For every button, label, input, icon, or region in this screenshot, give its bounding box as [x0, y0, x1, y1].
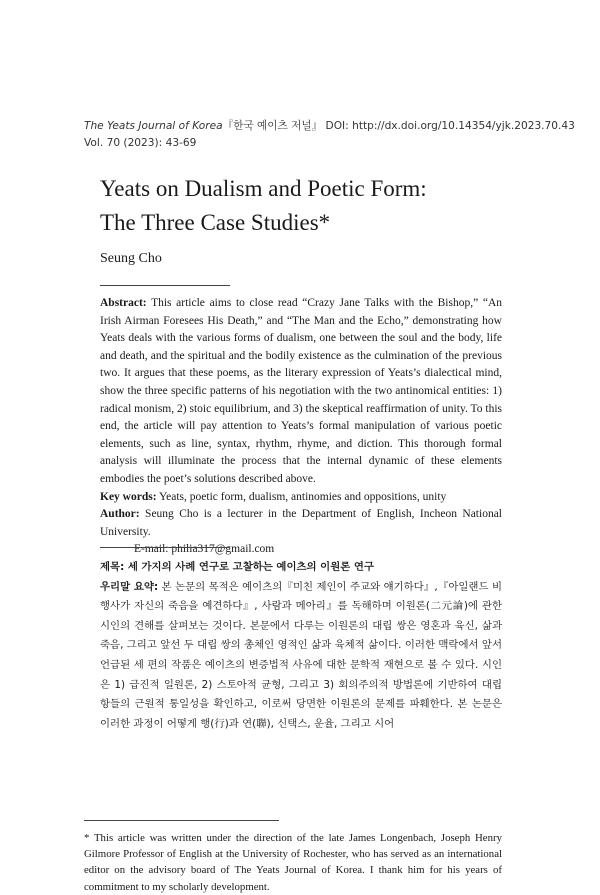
keywords-paragraph [100, 489, 502, 507]
abstract-text: This article aims to close read “Crazy Jane Talks with the Bishop,” “An Irish Airman Foresees His Death,” and “The Man and the Echo,” demonstrating how Yeats deals with the various forms of dualism, one between the soul and the body, life and death, and the spiritual and the bodily existence as the culmination of the previous two. It argues that these poems, as the literary expression of Yeats’s dialectical mind, show the three specific patterns of his negotiation with the two antinomical entities: 1) radical monism, 2) stoic equilibrium, and 3) the skeptical reaffirmation of unity. To this end, the article will pay attention to Yeats’s formal manipulation of various poetic elements, such as line, syntax, rhythm, rhyme, and diction. This thorough formal analysis will illuminate the process that the internal dynamic of these elements embodies the poet’s solutions described above. [100, 297, 502, 485]
korean-summary-paragraph [100, 578, 502, 735]
korean-summary-label: 우리말 요약: [100, 580, 159, 593]
keywords-text: Yeats, poetic form, dualism, antinomies and oppositions, unity [156, 490, 447, 503]
divider-rule [100, 547, 230, 548]
abstract-section [100, 295, 502, 559]
korean-summary-text: 본 논문의 목적은 예이츠의『미친 제인이 주교와 얘기하다』,『아일랜드 비행사가 자신의 죽음을 예견하다』, 사람과 메아리』를 독해하며 이원론(二元論)에 관한 시인의 견해를 살펴보는 것이다. 본문에서 다루는 이원론의 대립 쌍은 영혼과 육신, 삶과 죽음, 그리고 앞선 두 대립 쌍의 총체인 영적인 삶과 육체적 삶이다. 이러한 맥락에서 앞서 언급된 세 편의 작품은 예이츠의 변증법적 사유에 대한 문학적 재현으로 볼 수 있다. 시인은 1) 급진적 일원론, 2) 스토아적 균형, 그리고 3) 회의주의적 방법론에 기반하여 대립 항들의 근원적 통일성을 확인하고, 이로써 당면한 이원론의 문제를 파훼한다. 본 논문은 이러한 과정이 어떻게 행(行)과 연(聯), 신택스, 운율, 그리고 시어 [100, 580, 502, 730]
keywords-label: Key words: [100, 490, 157, 503]
journal-name: The Yeats Journal of Korea [84, 120, 223, 132]
footnote: * This article was written under the direction of the late James Longenbach, Joseph Henry Gilmore Professor of English at the University of Rochester, who has served as an international editor on the advisory board of The Yeats Journal of Korea. I thank him for his years of commitment to my scholarly development. [84, 832, 502, 893]
doi-link[interactable]: DOI: http://dx.doi.org/10.14354/yjk.2023.70.43 [322, 120, 575, 132]
divider-rule [100, 285, 230, 286]
volume-info: Vol. 70 (2023): 43-69 [84, 137, 197, 149]
korean-title: 제목: 세 가지의 사례 연구로 고찰하는 예이츠의 이원론 연구 [100, 561, 374, 573]
article-title-line-1: Yeats on Dualism and Poetic Form: [100, 176, 427, 201]
article-title [100, 172, 540, 240]
author-email[interactable]: E-mail: philia317@gmail.com [134, 543, 275, 556]
author-label: Author: [100, 508, 140, 521]
abstract-label: Abstract: [100, 297, 147, 309]
abstract-paragraph [100, 295, 502, 489]
journal-citation-line [84, 118, 575, 135]
article-author: Seung Cho [100, 251, 162, 266]
footnote-rule [84, 820, 279, 821]
korean-abstract-section [100, 558, 502, 734]
author-info-paragraph [100, 506, 502, 541]
journal-korean-name: 『한국 예이츠 저널』 [222, 120, 323, 132]
journal-header [84, 118, 575, 152]
article-title-line-2: The Three Case Studies* [100, 210, 331, 235]
author-info-text: Seung Cho is a lecturer in the Department of English, Incheon National University. [100, 508, 502, 538]
